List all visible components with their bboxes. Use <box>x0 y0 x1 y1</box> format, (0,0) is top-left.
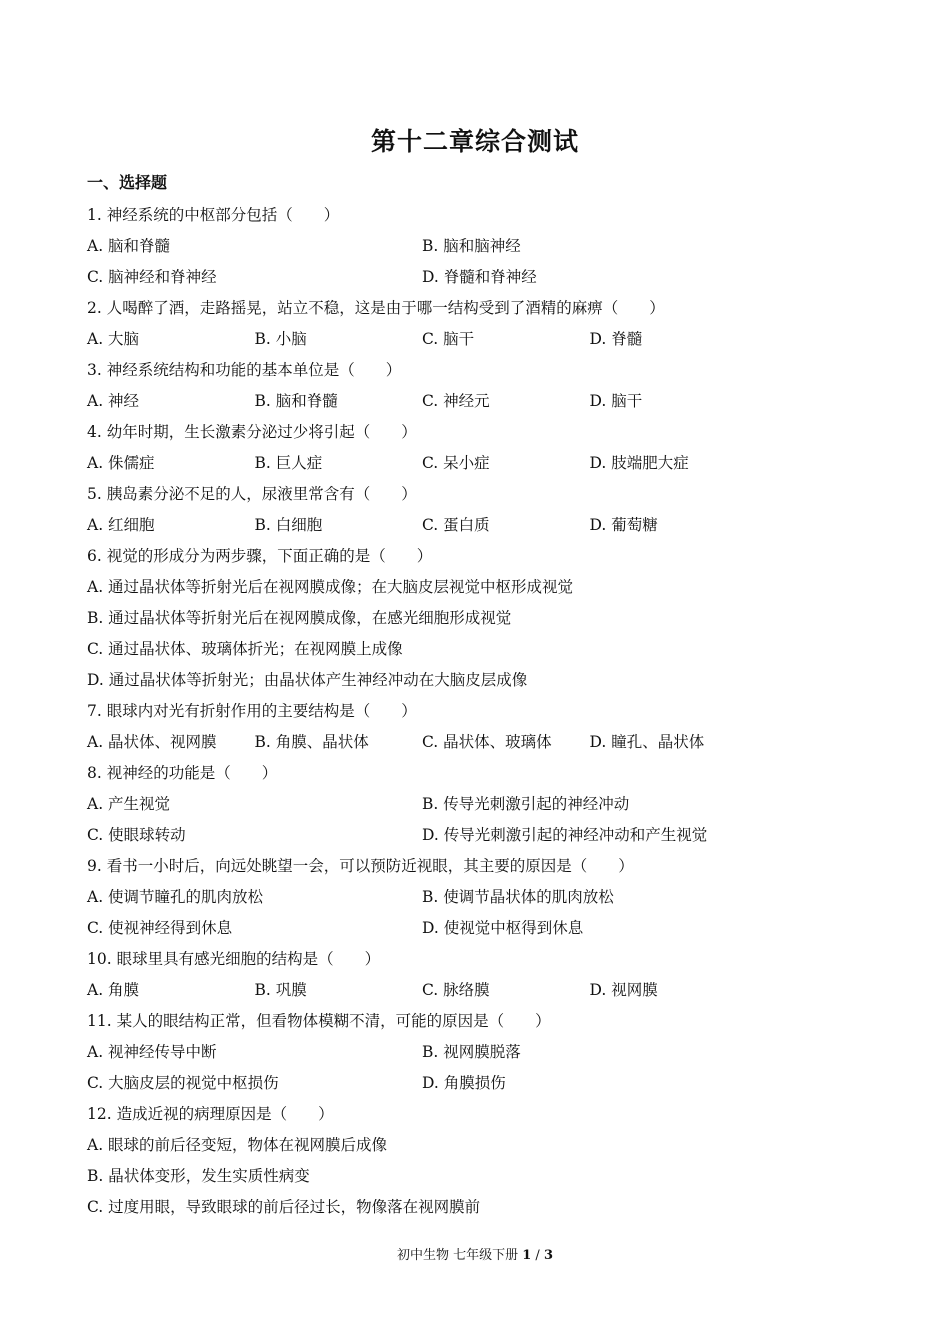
page-number: 1 <box>522 1248 532 1263</box>
answer-option: C. 呆小症 <box>422 454 490 472</box>
answer-option: A. 侏儒症 <box>87 454 155 472</box>
question-stem: 8. 视神经的功能是（ ） <box>87 764 278 782</box>
question-stem: 5. 胰岛素分泌不足的人，尿液里常含有（ ） <box>87 485 417 503</box>
answer-option: D. 肢端肥大症 <box>589 454 689 472</box>
answer-option: B. 角膜、晶状体 <box>254 733 369 751</box>
answer-option: B. 巩膜 <box>254 981 307 999</box>
question-stem: 11. 某人的眼结构正常，但看物体模糊不清，可能的原因是（ ） <box>87 1012 551 1030</box>
question-stem: 2. 人喝醉了酒，走路摇晃，站立不稳，这是由于哪一结构受到了酒精的麻痹（ ） <box>87 299 665 317</box>
options-row <box>87 324 867 355</box>
answer-option: A. 视神经传导中断 <box>87 1043 217 1061</box>
answer-option: C. 脉络膜 <box>422 981 490 999</box>
answer-option: B. 巨人症 <box>254 454 323 472</box>
answer-option: B. 脑和脑神经 <box>422 237 521 255</box>
answer-option: D. 视网膜 <box>589 981 658 999</box>
answer-option: D. 角膜损伤 <box>422 1074 506 1092</box>
question-stem: 3. 神经系统结构和功能的基本单位是（ ） <box>87 361 402 379</box>
answer-option: B. 白细胞 <box>254 516 323 534</box>
options-row <box>87 789 867 820</box>
options-row <box>87 448 867 479</box>
answer-option: D. 传导光刺激引起的神经冲动和产生视觉 <box>422 826 708 844</box>
answer-option: B. 视网膜脱落 <box>422 1043 521 1061</box>
answer-option: A. 大脑 <box>87 330 140 348</box>
answer-option: A. 产生视觉 <box>87 795 171 813</box>
answer-option: B. 传导光刺激引起的神经冲动 <box>422 795 630 813</box>
answer-option: D. 脑干 <box>589 392 643 410</box>
answer-option: D. 脊髓和脊神经 <box>422 268 537 286</box>
options-row <box>87 386 867 417</box>
options-row <box>87 262 867 293</box>
answer-option: D. 葡萄糖 <box>589 516 658 534</box>
answer-option: C. 晶状体、玻璃体 <box>422 733 552 751</box>
answer-option: D. 使视觉中枢得到休息 <box>422 919 584 937</box>
question-stem: 9. 看书一小时后，向远处眺望一会，可以预防近视眼，其主要的原因是（ ） <box>87 857 634 875</box>
answer-option: D. 通过晶状体等折射光；由晶状体产生神经冲动在大脑皮层成像 <box>87 671 528 689</box>
answer-option: C. 过度用眼，导致眼球的前后径过长，物像落在视网膜前 <box>87 1198 481 1216</box>
options-row <box>87 510 867 541</box>
answer-option: B. 晶状体变形，发生实质性病变 <box>87 1167 310 1185</box>
page-title: 第十二章综合测试 <box>370 127 579 156</box>
question-stem: 12. 造成近视的病理原因是（ ） <box>87 1105 334 1123</box>
answer-option: C. 大脑皮层的视觉中枢损伤 <box>87 1074 279 1092</box>
answer-option: A. 眼球的前后径变短，物体在视网膜后成像 <box>87 1136 388 1154</box>
options-row <box>87 1068 867 1099</box>
answer-option: A. 脑和脊髓 <box>87 237 171 255</box>
footer-label: 初中生物 七年级下册 <box>396 1248 523 1263</box>
page-separator: / <box>531 1248 544 1263</box>
answer-option: D. 脊髓 <box>589 330 643 348</box>
answer-option: C. 脑神经和脊神经 <box>87 268 217 286</box>
options-row <box>87 975 867 1006</box>
answer-option: C. 使视神经得到休息 <box>87 919 233 937</box>
answer-option: A. 角膜 <box>87 981 140 999</box>
answer-option: C. 神经元 <box>422 392 490 410</box>
answer-option: A. 神经 <box>87 392 140 410</box>
question-stem: 4. 幼年时期，生长激素分泌过少将引起（ ） <box>87 423 417 441</box>
question-list <box>87 200 867 1223</box>
answer-option: B. 通过晶状体等折射光后在视网膜成像，在感光细胞形成视觉 <box>87 609 512 627</box>
question-stem: 10. 眼球里具有感光细胞的结构是（ ） <box>87 950 381 968</box>
answer-option: C. 蛋白质 <box>422 516 490 534</box>
question-stem: 7. 眼球内对光有折射作用的主要结构是（ ） <box>87 702 417 720</box>
answer-option: B. 使调节晶状体的肌肉放松 <box>422 888 614 906</box>
answer-option: A. 晶状体、视网膜 <box>87 733 217 751</box>
page-total: 3 <box>543 1248 553 1263</box>
answer-option: C. 使眼球转动 <box>87 826 186 844</box>
answer-option: B. 脑和脊髓 <box>254 392 338 410</box>
answer-option: D. 瞳孔、晶状体 <box>589 733 705 751</box>
answer-option: A. 使调节瞳孔的肌肉放松 <box>87 888 264 906</box>
answer-option: A. 红细胞 <box>87 516 155 534</box>
question-stem: 6. 视觉的形成分为两步骤，下面正确的是（ ） <box>87 547 433 565</box>
options-row <box>87 727 867 758</box>
options-row <box>87 231 867 262</box>
options-row <box>87 820 867 851</box>
options-row <box>87 882 867 913</box>
answer-option: C. 通过晶状体、玻璃体折光；在视网膜上成像 <box>87 640 403 658</box>
section-title: 一、选择题 <box>87 173 168 192</box>
page-footer <box>0 1244 950 1263</box>
options-row <box>87 1037 867 1068</box>
answer-option: C. 脑干 <box>422 330 475 348</box>
question-stem: 1. 神经系统的中枢部分包括（ ） <box>87 206 340 224</box>
answer-option: B. 小脑 <box>254 330 307 348</box>
answer-option: A. 通过晶状体等折射光后在视网膜成像；在大脑皮层视觉中枢形成视觉 <box>87 578 574 596</box>
options-row <box>87 913 867 944</box>
